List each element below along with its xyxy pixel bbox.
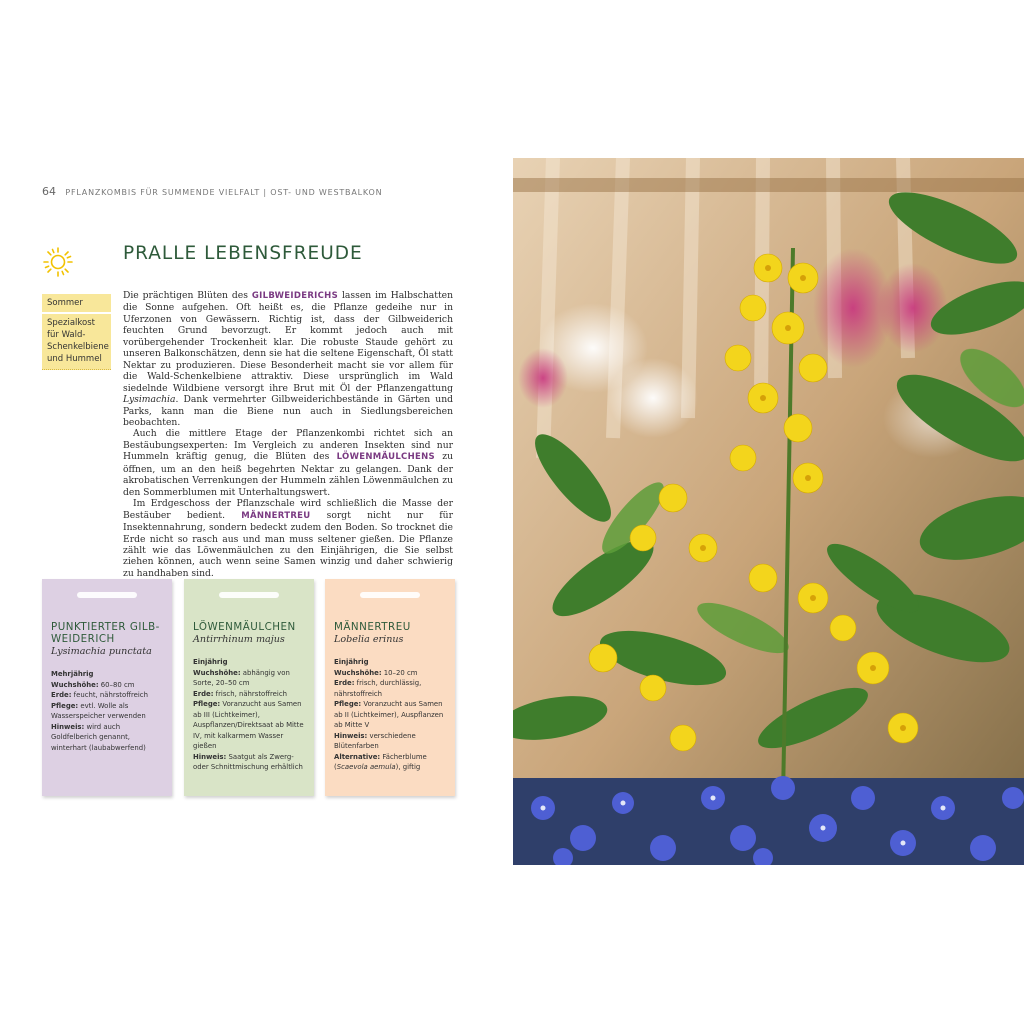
bee-note-tag: Spezialkost für Wald-Schenkelbiene und Hummel	[42, 314, 111, 370]
card-name: MÄNNERTREU	[334, 621, 411, 633]
card-name: PUNKTIERTER GILB-WEIDERICH	[51, 621, 160, 645]
row-label: Erde:	[334, 679, 355, 687]
card-type: Einjährig	[334, 658, 369, 666]
row-value: Voranzucht aus Samen ab III (Lichtkeimer), Auspflanzen/Direktsaat ab Mitte IV, mit kalkarmem Wasser gießen	[193, 700, 304, 750]
card-latin: Lobelia erinus	[334, 634, 404, 645]
page-number: 64	[42, 185, 56, 198]
card-details	[193, 657, 305, 773]
row-value: ), giftig	[395, 763, 421, 771]
row-value: abhängig von Sorte, 20–50 cm	[193, 668, 290, 687]
highlight-term: GILBWEIDERICHS	[251, 291, 339, 301]
row-label: Erde:	[193, 689, 214, 698]
row-label: Erde:	[51, 691, 72, 699]
row-label: Alternative:	[334, 752, 381, 761]
card-latin: Lysimachia punctata	[51, 646, 152, 657]
plant-card	[325, 579, 455, 796]
card-details	[334, 657, 446, 773]
plant-card	[184, 579, 314, 796]
card-latin: Antirrhinum majus	[193, 634, 285, 645]
row-value: Fächerblume (	[334, 752, 427, 771]
row-label: Wuchshöhe:	[51, 680, 99, 689]
body-text	[123, 290, 453, 579]
card-name: LÖWENMÄULCHEN	[193, 621, 296, 633]
sun-icon	[42, 246, 74, 278]
card-hole	[360, 592, 420, 598]
highlight-term: LÖWENMÄULCHENS	[336, 452, 435, 463]
paragraph	[123, 428, 453, 498]
row-label: Pflege:	[51, 701, 79, 710]
row-value: wird auch Goldfelberich genannt, winterhart (laubabwerfend)	[51, 722, 146, 752]
row-label: Hinweis:	[334, 731, 368, 740]
row-label: Wuchshöhe:	[193, 668, 241, 677]
row-value: 60–80 cm	[98, 680, 135, 689]
italic-term: Lysimachia	[123, 394, 176, 406]
plant-card	[42, 579, 172, 796]
card-details	[51, 669, 163, 753]
row-label: Hinweis:	[193, 752, 227, 761]
row-value: feucht, nährstoffreich	[71, 691, 148, 699]
card-hole	[77, 592, 137, 598]
text-run: sorgt nicht nur für Insektennahrung, sondern bedeckt zudem den Boden. So trocknet die Erde nicht so rasch aus und man muss seltener gießen. Die Pflanze zählt wie das Löwenmäulchen zu den Einjährigen, die Sie selbst ziehen können, auch wenn seine Samen winzig und daher schwierig zu handhaben sind.	[123, 509, 453, 579]
row-value: 10–20 cm	[381, 668, 418, 677]
paragraph	[123, 498, 453, 579]
card-type: Mehrjährig	[51, 670, 94, 678]
row-label: Hinweis:	[51, 722, 85, 731]
text-run: zu öffnen, um an den heiß begehrten Nektar zu gelangen. Dank der akrobatischen Verrenkungen der Hummeln zählen Löwenmäulchen zu den Sommerblumen mit Unterhaltungswert.	[123, 451, 453, 498]
row-value: evtl. Wolle als Wasserspeicher verwenden	[51, 701, 146, 720]
page-title: PRALLE LEBENSFREUDE	[123, 243, 363, 264]
row-italic: Scaevola aemula	[336, 763, 396, 771]
row-value: Voranzucht aus Samen ab II (Lichtkeimer), Auspflanzen ab Mitte V	[334, 700, 444, 729]
season-tag: Sommer	[42, 294, 111, 312]
row-value: frisch, nährstoffreich	[213, 689, 287, 698]
paragraph	[123, 290, 453, 428]
text-run: Auch die mittlere Etage der Pflanzenkombi richtet sich an Bestäubungsexperten: Im Vergleich zu anderen Insekten sind nur Hummeln kräftig genug, die Blüten des	[123, 428, 453, 463]
card-hole	[219, 592, 279, 598]
row-value: Saatgut als Zwerg- oder Schnittmischung erhältlich	[193, 752, 303, 771]
running-header	[42, 185, 382, 198]
highlight-term: MÄNNERTREU	[241, 510, 311, 521]
text-run: Im Erdgeschoss der Pflanzschale wird schließlich die Masse der Bestäuber bedient.	[123, 498, 453, 521]
row-label: Wuchshöhe:	[334, 668, 382, 677]
row-value: frisch, durchlässig, nährstoffreich	[334, 679, 422, 698]
running-title: PFLANZKOMBIS FÜR SUMMENDE VIELFALT | OST- UND WESTBALKON	[65, 188, 383, 197]
card-type: Einjährig	[193, 658, 228, 666]
text-run: . Dank vermehrter Gilbweiderichbestände in Gärten und Parks, kann man die Biene nun auch in Siedlungsbereichen beobachten.	[123, 394, 453, 428]
text-run: lassen im Halbschatten die Sonne aufgehen. Oft heißt es, die Pflanze gedeihe nur in Uferzonen von Gewässern. Richtig ist, dass der Gilbweiderich feuchten Grund bevorzugt. Er kommt jedoch auch mit vorübergehender Trockenheit klar. Die robuste Staude gehört zu unseren Balkonschätzen, denn sie hat die seltene Eigenschaft, Öl statt Nektar zu produzieren. Diese Besonderheit macht sie vor allem für die Wald-Schenkelbiene attraktiv. Diese ursprünglich im Wald siedelnde Wildbiene versorgt ihre Brut mit Öl der Pflanzengattung	[123, 290, 453, 394]
text-run: Die prächtigen Blüten des	[123, 290, 252, 301]
row-value: verschiedene Blütenfarben	[334, 731, 416, 750]
row-label: Pflege:	[334, 700, 362, 708]
row-label: Pflege:	[193, 700, 221, 708]
flower-photo	[513, 158, 1024, 865]
